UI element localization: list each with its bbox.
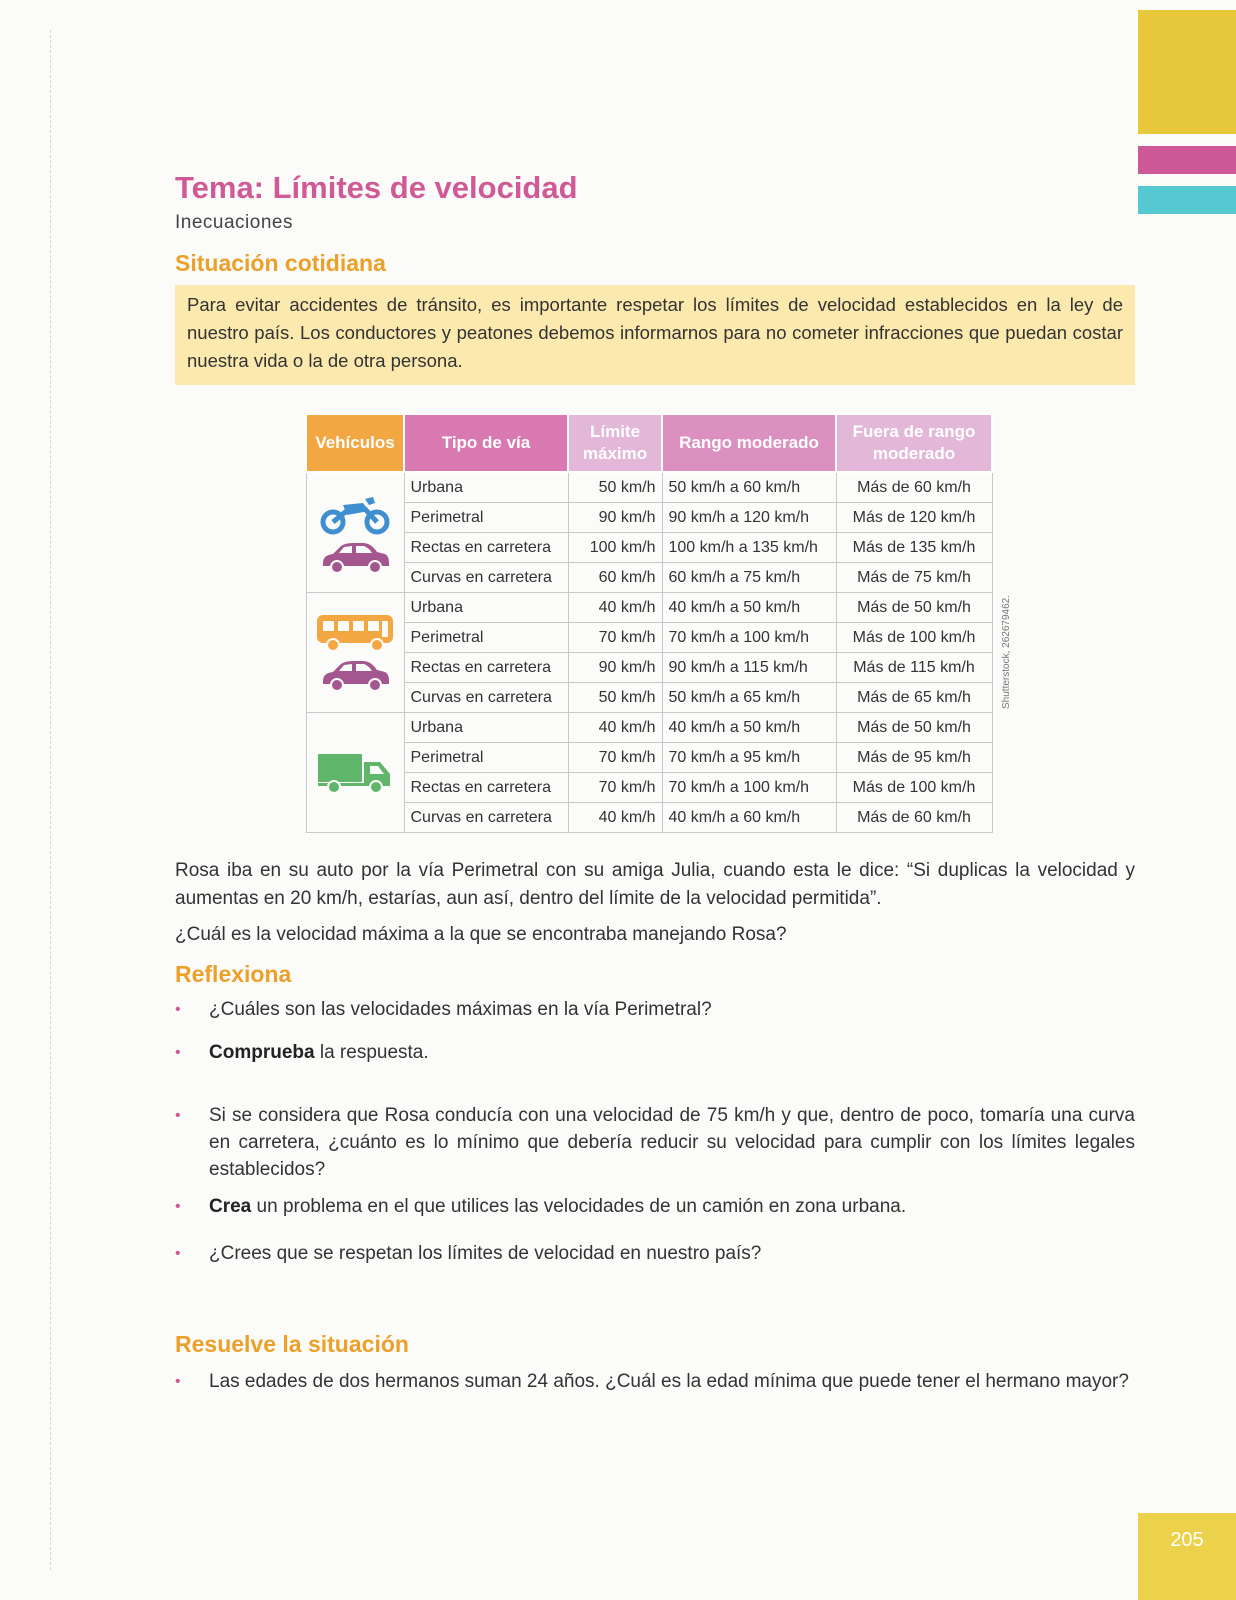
cell-rango: 40 km/h a 50 km/h — [662, 713, 836, 743]
vehicle-icons-cell — [306, 593, 404, 713]
reflexiona-q4-rest: un problema en el que utilices las velocidades de un camión en zona urbana. — [251, 1196, 907, 1217]
cell-limite: 50 km/h — [568, 472, 662, 503]
bullet-icon: • — [175, 1373, 181, 1390]
cell-rango: 40 km/h a 50 km/h — [662, 593, 836, 623]
table-row — [306, 743, 992, 773]
table-header-row — [306, 414, 992, 472]
table-row — [306, 533, 992, 563]
cell-limite: 50 km/h — [568, 683, 662, 713]
header-tipo-via: Tipo de vía — [404, 414, 568, 472]
table-row — [306, 653, 992, 683]
cell-tipo: Curvas en carretera — [404, 683, 568, 713]
edge-tab-yellow — [1138, 10, 1236, 134]
cell-fuera: Más de 60 km/h — [836, 472, 992, 503]
header-limite: Límite máximo — [568, 414, 662, 472]
list-item — [175, 1193, 1135, 1220]
cell-rango: 40 km/h a 60 km/h — [662, 803, 836, 833]
bullet-icon: • — [175, 1245, 181, 1262]
table-row — [306, 593, 992, 623]
cell-tipo: Perimetral — [404, 743, 568, 773]
cell-rango: 70 km/h a 100 km/h — [662, 773, 836, 803]
situacion-box: Para evitar accidentes de tránsito, es importante respetar los límites de velocidad establecidos en la ley de nuestro país. Los conductores y peatones debemos informarnos para no cometer infracciones que puedan costar nuestra vida o la de otra persona. — [175, 285, 1135, 385]
reflexiona-q2-rest: la respuesta. — [314, 1042, 429, 1063]
table-row — [306, 683, 992, 713]
car-icon — [319, 659, 391, 693]
cell-rango: 50 km/h a 65 km/h — [662, 683, 836, 713]
page-number: 205 — [1138, 1513, 1236, 1600]
reflexiona-q4-bold: Crea — [209, 1196, 252, 1217]
cell-rango: 70 km/h a 95 km/h — [662, 743, 836, 773]
header-fuera: Fuera de rango moderado — [836, 414, 992, 472]
cell-rango: 100 km/h a 135 km/h — [662, 533, 836, 563]
cell-limite: 40 km/h — [568, 713, 662, 743]
header-vehiculos: Vehículos — [306, 414, 404, 472]
cell-limite: 90 km/h — [568, 503, 662, 533]
resuelve-heading: Resuelve la situación — [175, 1331, 409, 1357]
cell-tipo: Rectas en carretera — [404, 773, 568, 803]
image-credit: Shutterstock, 262679462. — [1001, 595, 1012, 709]
bullet-icon: • — [175, 1198, 181, 1215]
table-row — [306, 503, 992, 533]
cell-rango: 90 km/h a 120 km/h — [662, 503, 836, 533]
cell-fuera: Más de 65 km/h — [836, 683, 992, 713]
vehicle-icons-cell — [306, 472, 404, 593]
cell-tipo: Urbana — [404, 593, 568, 623]
table-row — [306, 563, 992, 593]
binding-margin — [50, 30, 51, 1570]
cell-limite: 70 km/h — [568, 773, 662, 803]
cell-tipo: Urbana — [404, 472, 568, 503]
cell-rango: 70 km/h a 100 km/h — [662, 623, 836, 653]
cell-fuera: Más de 100 km/h — [836, 623, 992, 653]
cell-fuera: Más de 50 km/h — [836, 713, 992, 743]
cell-rango: 60 km/h a 75 km/h — [662, 563, 836, 593]
bullet-icon: • — [175, 1044, 181, 1061]
reflexiona-q3: Si se considera que Rosa conducía con una velocidad de 75 km/h y que, dentro de poco, tomaría una curva en carretera, ¿cuánto es lo mínimo que debería reducir su velocidad para cumplir con los límites legales establecidos? — [209, 1105, 1135, 1180]
reflexiona-q5: ¿Crees que se respetan los límites de velocidad en nuestro país? — [209, 1243, 762, 1264]
speed-table-wrap — [175, 413, 1135, 833]
cell-fuera: Más de 115 km/h — [836, 653, 992, 683]
cell-tipo: Curvas en carretera — [404, 803, 568, 833]
cell-fuera: Más de 95 km/h — [836, 743, 992, 773]
list-item — [175, 996, 1135, 1023]
cell-tipo: Curvas en carretera — [404, 563, 568, 593]
list-item — [175, 1240, 1135, 1267]
cell-tipo: Rectas en carretera — [404, 533, 568, 563]
cell-limite: 40 km/h — [568, 803, 662, 833]
table-row — [306, 472, 992, 503]
reflexiona-q1: ¿Cuáles son las velocidades máximas en la vía Perimetral? — [209, 999, 712, 1020]
cell-fuera: Más de 100 km/h — [836, 773, 992, 803]
problem-text: Rosa iba en su auto por la vía Perimetral con su amiga Julia, cuando esta le dice: “Si duplicas la velocidad y aumentas en 20 km/h, estarías, aun así, dentro del límite de la velocidad permitida”. — [175, 860, 1135, 909]
cell-fuera: Más de 75 km/h — [836, 563, 992, 593]
cell-tipo: Urbana — [404, 713, 568, 743]
edge-tab-cyan — [1138, 186, 1236, 214]
page-subtitle: Inecuaciones — [175, 212, 293, 233]
cell-tipo: Rectas en carretera — [404, 653, 568, 683]
cell-limite: 60 km/h — [568, 563, 662, 593]
cell-fuera: Más de 50 km/h — [836, 593, 992, 623]
table-row — [306, 623, 992, 653]
motorcycle-icon — [319, 491, 391, 535]
cell-limite: 40 km/h — [568, 593, 662, 623]
table-row — [306, 773, 992, 803]
table-row — [306, 803, 992, 833]
cell-rango: 90 km/h a 115 km/h — [662, 653, 836, 683]
situacion-heading: Situación cotidiana — [175, 250, 386, 276]
cell-limite: 70 km/h — [568, 743, 662, 773]
cell-fuera: Más de 135 km/h — [836, 533, 992, 563]
list-item — [175, 1039, 1135, 1066]
header-rango: Rango moderado — [662, 414, 836, 472]
cell-limite: 70 km/h — [568, 623, 662, 653]
bullet-icon: • — [175, 1001, 181, 1018]
reflexiona-q2-bold: Comprueba — [209, 1042, 315, 1063]
list-item — [175, 1102, 1135, 1183]
reflexiona-heading: Reflexiona — [175, 961, 292, 987]
edge-tab-pink — [1138, 146, 1236, 174]
page-content — [175, 170, 1135, 1395]
speed-table — [305, 413, 993, 833]
table-row — [306, 713, 992, 743]
cell-tipo: Perimetral — [404, 623, 568, 653]
problem-question: ¿Cuál es la velocidad máxima a la que se encontraba manejando Rosa? — [175, 924, 787, 945]
bullet-icon: • — [175, 1107, 181, 1124]
cell-rango: 50 km/h a 60 km/h — [662, 472, 836, 503]
cell-tipo: Perimetral — [404, 503, 568, 533]
page-title: Tema: Límites de velocidad — [175, 170, 578, 205]
cell-limite: 90 km/h — [568, 653, 662, 683]
cell-limite: 100 km/h — [568, 533, 662, 563]
reflexiona-list — [175, 996, 1135, 1267]
bus-icon — [315, 613, 395, 653]
cell-fuera: Más de 60 km/h — [836, 803, 992, 833]
car-icon — [319, 541, 391, 575]
vehicle-icons-cell — [306, 713, 404, 833]
truck-icon — [316, 750, 394, 796]
resuelve-list — [175, 1368, 1135, 1395]
resuelve-q1: Las edades de dos hermanos suman 24 años. ¿Cuál es la edad mínima que puede tener el hermano mayor? — [209, 1371, 1129, 1392]
list-item — [175, 1368, 1135, 1395]
cell-fuera: Más de 120 km/h — [836, 503, 992, 533]
